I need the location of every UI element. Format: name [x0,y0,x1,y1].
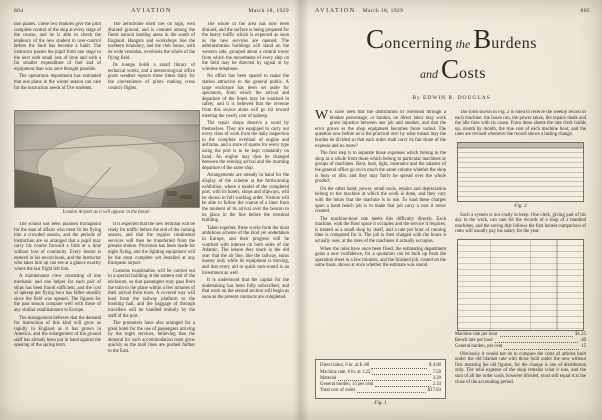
paragraph: tion planes. These two features give the pilot complete control of the ship at every stage of the course, and he is able to check the tendency of the new student to over-control before the fault has become a habit. The instructor passes the pupil from one stage to the next with small loss of time and with a far smaller expenditure of fuel and of equipment than was once thought possible. [14,22,101,72]
leader-value: $17.83 [427,388,441,394]
column-text [455,213,586,237]
title-word-italic: and [420,67,439,81]
title-cap: B [473,24,492,54]
column-text [14,22,101,110]
journal-title: AVIATION [315,8,356,14]
left-page-header [14,8,289,14]
paragraph: On the other hand, power, small tools, repairs and depreciation belong to the machine at which the work is done, and they vary with the hours that the machine is in use. To load these charges upon a hand bench job is to make that job carry a cost it never created. [315,186,446,215]
paragraph: When the rates have once been fixed, the estimating department gains a new confidence, for a quotation can be built up from the operation sheet in a few minutes, and the finished job, costed on the same basis, shows at once whether the estimate was sound. [315,246,446,269]
leader-row [455,344,586,350]
title-word-italic: the [455,37,471,51]
figure-2-form [457,142,584,202]
column-text [315,151,446,271]
article-byline: By EDWIN R. DOUGLAS [412,95,491,101]
rate-list [455,332,586,351]
page-gutter [293,0,309,420]
issue-date: March 18, 1929 [248,8,289,14]
paragraph: A maintenance crew consisting of one mechanic and one helper for each pair of ships has been found sufficient, and the cost of upkeep per flying hour has fallen steadily since the field was opened. The figures for the past season compare well with those of any similar establishment in Europe. [14,274,101,313]
paragraph: It is expected that the new terminal will be ready for traffic before the end of the coming season, and that the regular continental services will then be transferred from the present station. Provision has been made for night flying, and the lighting equipment will be the most complete yet installed at any European airport. [108,222,195,267]
lead-paragraph [315,110,446,149]
airport-aerial-photo [14,110,198,215]
paragraph: The first step is to separate those expenses which belong to the shop as a whole from those which belong to particular machines or groups of machines. Rent, heat, light, insurance and the salaries of the general office go on in much the same volume whether the shop is busy or idle, and they may fairly be spread over the whole product. [315,151,446,185]
record-form-table [457,239,584,331]
column-text [108,222,195,412]
leader-value: 3.20 [432,375,441,381]
title-word: osts [459,65,486,82]
leader-label: Bench rate per hour [455,338,493,344]
title-line-2 [301,56,602,85]
leader-dots [375,386,430,387]
leader-dots [500,336,574,337]
left-page-columns [14,22,289,412]
photo-caption: London Airport as it will appear in the future [62,210,150,215]
leader-dots [504,349,579,350]
left-column-3 [202,22,289,412]
column-text [108,22,195,110]
leader-label: Machine rate per hour [455,331,498,337]
leader-dots [338,380,430,381]
paragraph: The form shown in Fig. 2 is ruled to receive the weekly record of each machine: the hours run, the power taken, the repairs made and the idle time with its cause. From these sheets the rate clerk builds up, month by month, the true cost of each machine hour, and the rates are revised whenever the record shows a lasting change. [455,110,586,138]
paragraph: Its lounge holds a small library of technical works, and a meteorological office posts weather reports three times daily for the convenience of pilots making cross country flights. [108,63,195,91]
article-column-1 [315,110,446,410]
leader-label: Machine rate, 6 hr. at 1.25 [320,369,371,375]
leader-dots [357,392,426,393]
paragraph: The repair shops deserve a word by themselves. They are equipped to carry out every class of work from the daily inspection to the complete overhaul of engine and airframe, and a store of spares for every type using the port is to be kept constantly on hand. An engine may thus be changed between the evening arrival and the morning departure of the same ship. [202,121,289,171]
paragraph: Arrangements are already in hand for the display of the scheme at the forthcoming exhibition, where a model of the completed port, with its hotels, shops and slipways, will be shown in full working order. Visitors will be able to follow the course of a liner from the moment of its arrival over the beacon to its place in the line before the terminal building. [202,173,289,224]
issue-date: March 18, 1929 [362,8,404,14]
leader-row [320,388,441,394]
paragraph: The machine-hour rate meets this difficulty directly. Each machine, with the floor space it occupies and the service it requires, is treated as a small shop by itself, and a rate per hour of running time is computed for it. The job is then charged with the hours it actually uses, at the rates of the machines it actually occupies. [315,216,446,245]
paragraph: The promoters have also arranged for a great hotel for the use of passengers arriving by the night services, believing that the demand for such accommodation must grow quickly as the mail lines are pushed farther to the East. [108,321,195,355]
figure-1-caption: Fig. 1 [374,400,387,407]
leader-label: Material [320,375,337,381]
title-cap: C [366,24,385,54]
paragraph: The operations department has estimated that one plane in the winter season can care for the instruction needs of five students. [14,74,101,91]
lead-text: E have seen that the distribution of overhead through a blanket percentage, or burden, on direct labor may work grave injustice between one job and another, and that the error grows as the shop equipment becomes more varied. The question now before us is the practical one: by what means may the burden be divided so that each order shall carry its fair share of the expense and no more? [315,110,446,149]
paragraph: The school has been planned throughout for the man of affairs who must fit his flying into a crowded season, and the periods of instruction are so arranged that a pupil may carry his course forward a little at a time without loss of continuity. Every lesson is entered in his record book, and the instructor who takes him up can see at a glance exactly where the last flight left him. [14,222,101,272]
column-text [455,110,586,140]
paragraph: The whole of the area has now been drained, and the surface is being prepared for the heavy traffic which is expected as soon as the new services are opened. The administration buildings will stand on the western side, grouped about a central tower from which the movements of every ship on the field may be directed by signal or by wireless telephone. [202,22,289,72]
paragraph: Taken together, these works form the most ambitious scheme of the kind yet undertaken in Europe, and their progress will be watched with interest on both sides of the Atlantic. The lesson they teach is the old one: that the air line, like the railway, earns money only while its equipment is moving, and that every aid to quick turn-round is an investment as well. [202,225,289,276]
leader-label: Total cost of order [320,388,356,394]
leader-value: 2.33 [432,382,441,387]
drop-cap: W [315,110,329,123]
leader-dots [495,342,578,343]
title-word: urdens [491,35,537,52]
paragraph: The aerodrome itself lies on high, well drained ground, and is counted among the finest natural landing areas in the south of England. Hangars and workshops line the northern boundary, and the club house, with its wide verandas, overlooks the whole of the flying field. [108,22,195,61]
title-cap: C [441,54,460,84]
left-column-1 [14,22,101,412]
leader-label: Direct labor, 6 hr. at $ .80 [320,363,370,369]
title-line-1 [301,26,602,57]
right-page-number: 805 [580,8,590,14]
column-text [455,352,586,388]
leader-value: $ 4.80 [429,363,441,369]
leader-value: 7.50 [432,369,441,375]
figure-1 [315,358,446,410]
paragraph: It is understood that the capital for the undertaking has been fully subscribed, and that work on the second section will begin as soon as the present contracts are completed. [202,278,289,300]
paragraph: No effort has been spared to make the station attractive to the general public. A large enclosure has been set aside for spectators, from which the arrival and departure of the liners may be watched in safety, and it is believed that the revenue from this source alone will go far toward meeting the yearly cost of upkeep. [202,74,289,119]
article-column-2 [455,110,586,410]
airport-photo-image [14,110,200,208]
column-text [14,222,101,412]
title-word: oncerning [384,35,453,52]
figure-2-caption: Fig. 2 [514,202,527,209]
leader-value: 15 [581,344,586,350]
leader-dots [371,368,427,369]
leader-dots [372,374,430,375]
leader-label: General burden, 15 per cent [320,382,374,387]
left-column-2 [108,22,195,412]
journal-title: AVIATION [131,8,172,14]
paragraph: The management believes that the demand for instruction of this kind will grow as rapidly in England as it has grown in America, and the enlargement of the ground staff has already been put in hand against the opening of the spring term. [14,315,101,349]
leader-label: General burden, per cent [455,344,503,350]
right-page-header [315,8,590,14]
paragraph: Such a system is not costly to keep. One clerk, giving part of his day to the work, can care for the records of a shop of a hundred machines, and the saving that follows the first honest comparison of rates will usually pay his salary for the year. [455,212,586,235]
right-page-columns [315,110,586,410]
paragraph: Customs examination will be carried out in a special building at the eastern end of the enclosure, so that passengers may pass from the train to the plane within a few minutes of their arrival from town. A covered way will lead from the railway platform to the booking hall, and the baggage of through travellers will be handled entirely by the staff of the port. [108,268,195,319]
paragraph: Obviously it would not do to compare the costs of articles built under the old blanket rate with those built under the new without first restating the old figures, for the change is one of distribution only. The total expense of the shop remains what it was, and the sum of all the order costs, however divided, must still equal it at the close of the accounting period. [455,351,586,385]
figure-1-table [315,359,446,399]
right-page [301,0,602,420]
leader-value: $1.25 [575,331,586,337]
leader-value: .40 [580,338,586,344]
left-page-number: 804 [14,8,24,14]
column-text [202,22,289,412]
article-title [301,26,602,85]
